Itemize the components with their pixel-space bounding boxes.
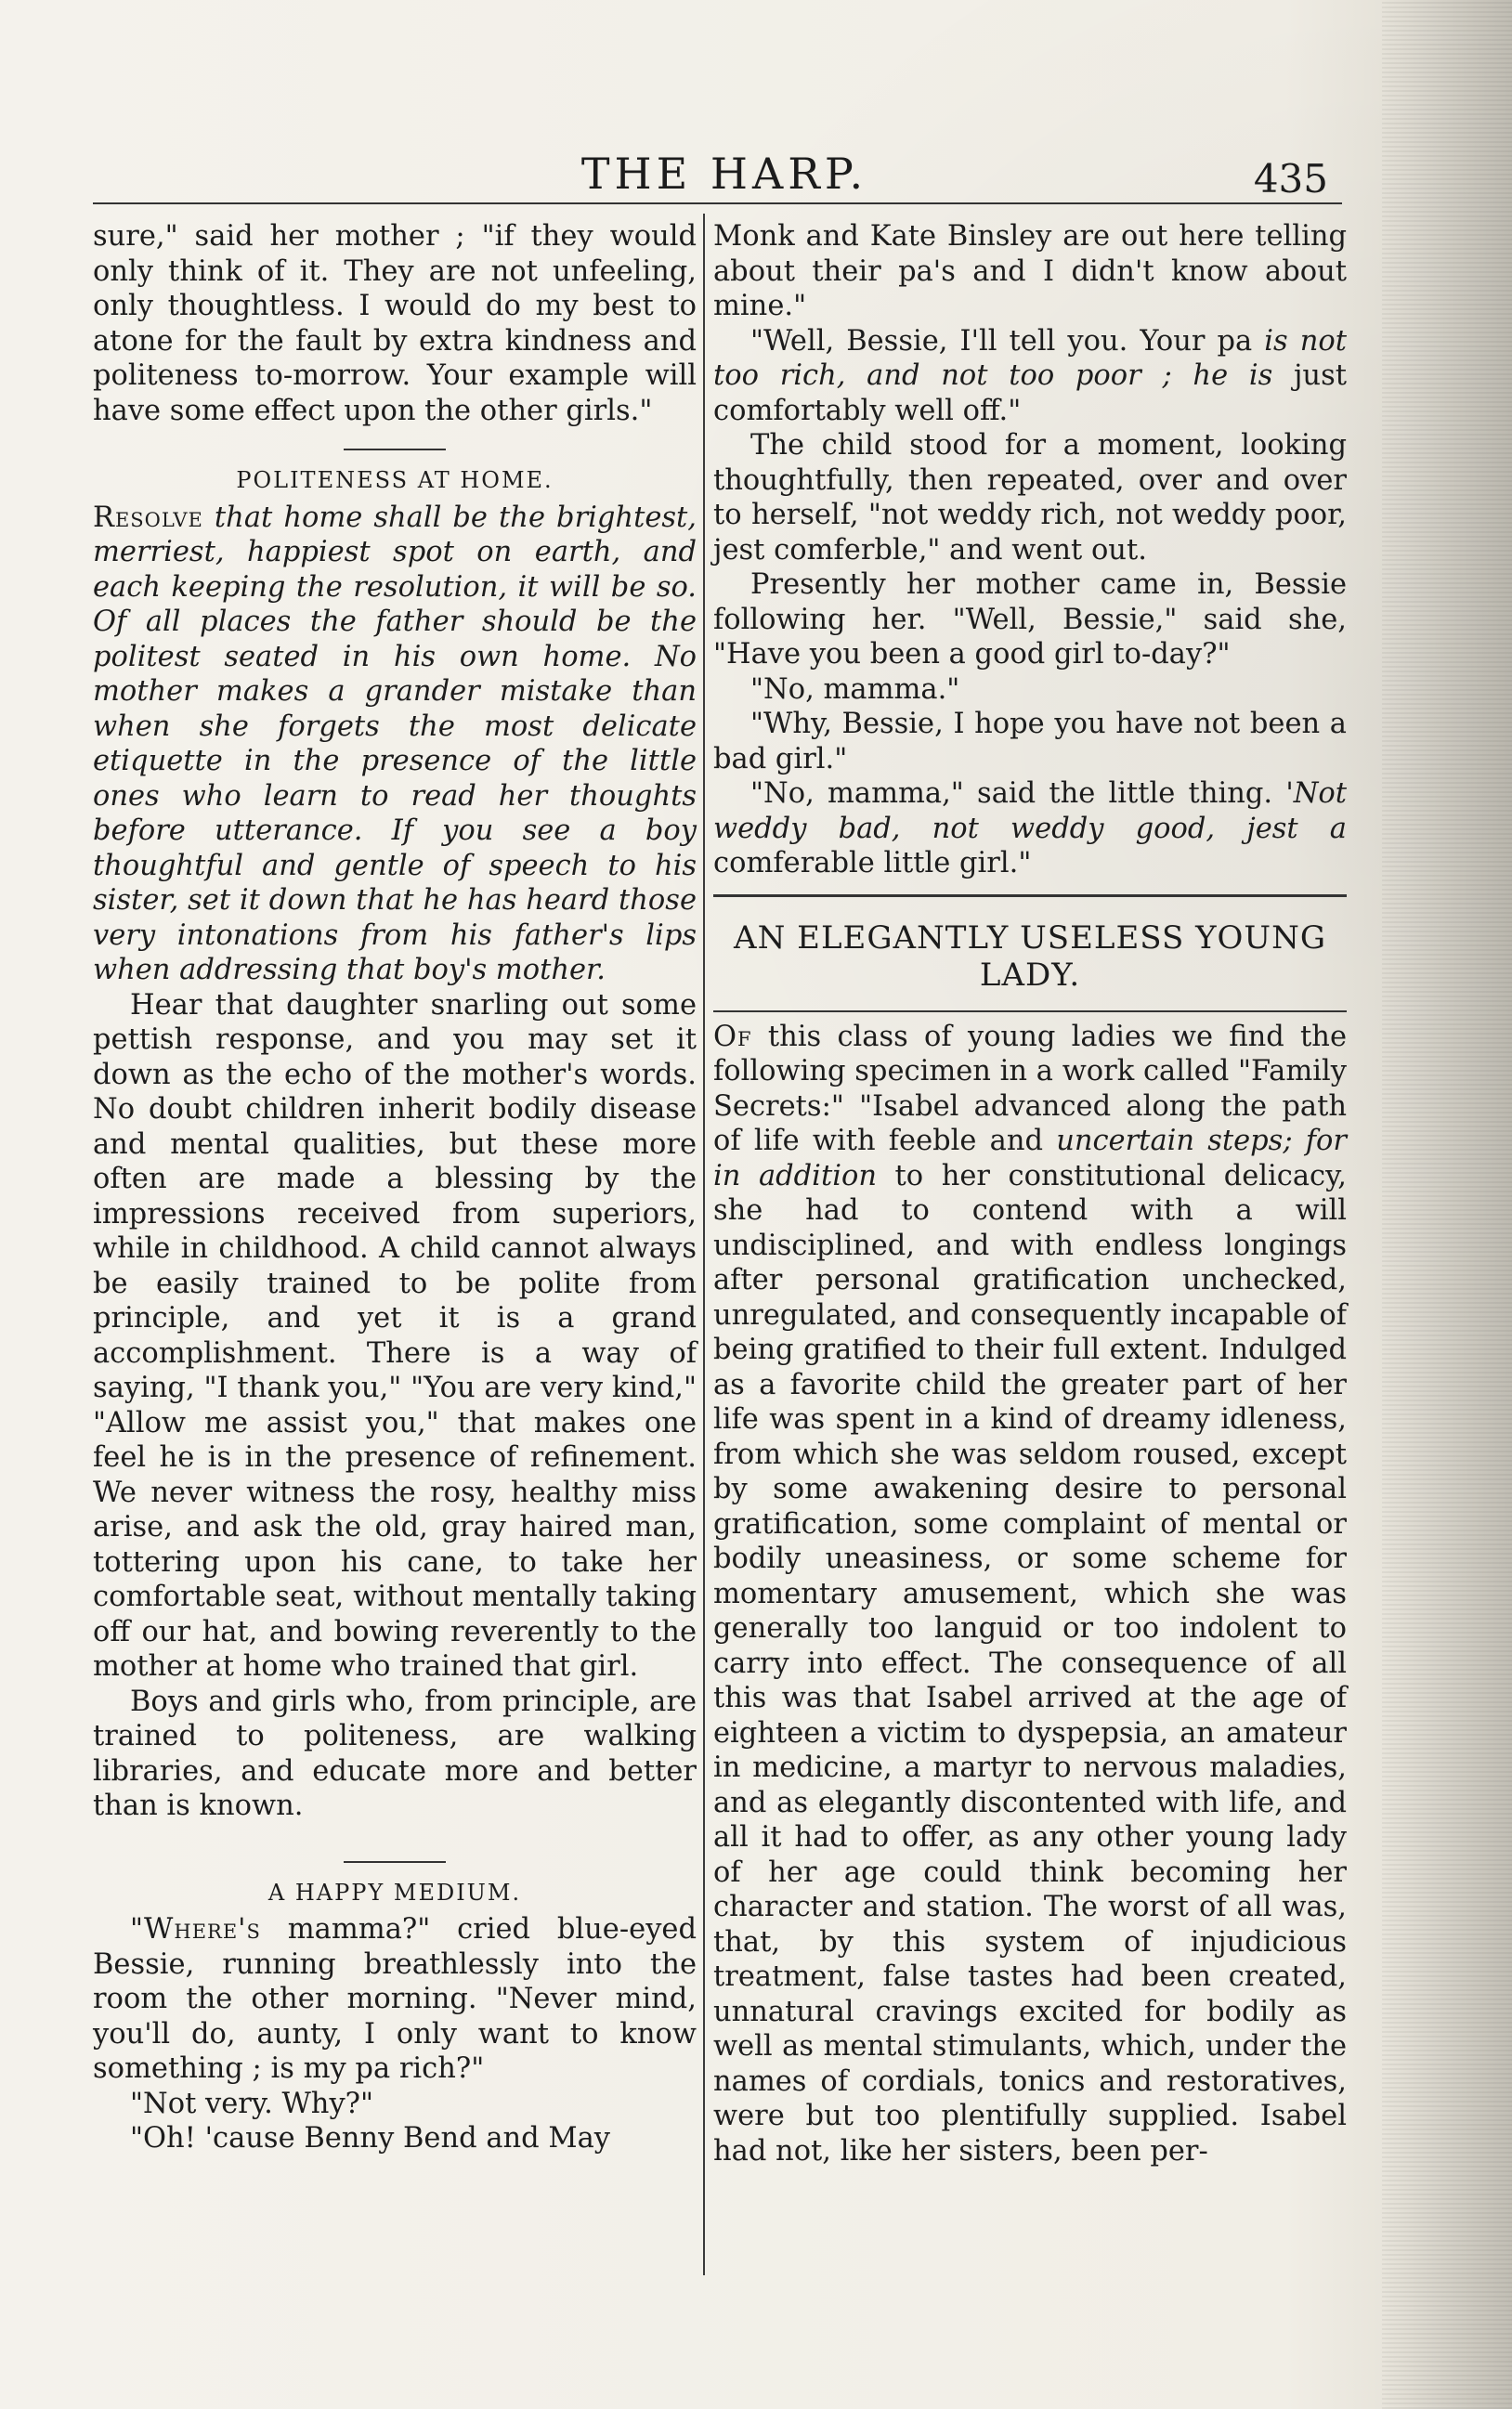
happy-medium-paragraph-4: Monk and Kate Binsley are out here telling about their pa's and I didn't know about mine." [713, 220, 1347, 322]
politeness-paragraph-3: Boys and girls who, from principle, are trained to politeness, are walking libraries, and educate more and better than is known. [93, 1685, 697, 1822]
publication-title: THE HARP. [580, 149, 868, 199]
text-run: just comfortably well off." [713, 359, 1347, 427]
section-separator [344, 1861, 446, 1863]
italic-run: 'Not weddy bad, not weddy good, jest a [713, 777, 1348, 845]
section-separator [344, 449, 446, 450]
happy-medium-paragraph-10 [713, 776, 1347, 881]
text-run: "Well, Bessie, I'll tell you. Your pa [750, 324, 1253, 358]
lead-word: Of [713, 1020, 752, 1053]
italic-run: uncertain steps; for in addition [713, 1125, 1348, 1192]
happy-medium-paragraph-2: "Not very. Why?" [130, 2087, 374, 2120]
happy-medium-paragraph-3: "Oh! 'cause Benny Bend and May [130, 2122, 611, 2155]
section-separator [713, 894, 1347, 897]
section-heading-happy-medium: A HAPPY MEDIUM. [267, 1879, 522, 1906]
text-run: to her constitutional delicacy, she had to contend with a will undisciplined, and with endless longings after personal gratification unchecked, unregulated, and consequently incapable of being gratified to their full extent. Indulged as a favorite child the greater part of her life was spent in a kind of dreamy idleness, from which she was seldom roused, except by some awakening desire to personal gratification, some complaint of mental or bodily uneasiness, or some scheme for momentary amusement, which she was generally too languid or too indolent to carry into effect. The consequence of all this was that Isabel arrived at the age of eighteen a victim to dyspepsia, an amateur in medicine, a martyr to nervous maladies, and as elegantly discontented with life, and all it had to offer, as any other young lady of her age could think becoming her character and station. The worst of all was, that, by this system of injudicious treatment, false tastes had been created, unnatural cravings excited for bodily as well as mental stimulants, which, under the names of cordials, tonics and restoratives, were but too plentifully supplied. Isabel had not, like her sisters, been per- [713, 1159, 1347, 2168]
section-heading-useless-young-lady: AN ELEGANTLY USELESS YOUNG LADY. [734, 918, 1326, 994]
header-rule [93, 202, 1342, 204]
text-run: this class of young ladies we find the following specimen in a work called "Family Secrets:" "Isabel advanced along the path of life with feeble and [713, 1020, 1347, 1157]
happy-medium-paragraph-5 [713, 324, 1347, 429]
text-run: comferable little girl." [713, 847, 1032, 879]
lead-word: "Where's [130, 1913, 261, 1946]
happy-medium-paragraph-1 [93, 1912, 697, 2087]
happy-medium-paragraph-8: "No, mamma." [750, 672, 960, 706]
happy-medium-paragraph-7: Presently her mother came in, Bessie following her. "Well, Bessie," said she, "Have you been a good girl to-day?" [713, 568, 1347, 671]
happy-medium-paragraph-1-text: mamma?" cried blue-eyed Bessie, running breathlessly into the room the other morning. "Never mind, you'll do, aunty, I only want to know something ; is my pa rich?" [93, 1913, 697, 2085]
politeness-paragraph-1-text: that home shall be the brightest, merriest, happiest spot on earth, and each keeping the resolution, it will be so. Of all places the father should be the politest seated in his own home. No mother makes a grander mistake than when she forgets the most delicate etiquette in the presence of the little ones who learn to read her thoughts before utterance. If you see a boy thoughtful and gentle of speech to his sister, set it down that he has heard those very intonations from his father's lips when addressing that boy's mother. [93, 501, 697, 986]
politeness-paragraph-2: Hear that daughter snarling out some pettish response, and you may set it down as the echo of the mother's words. No doubt children inherit bodily disease and mental qualities, but these more often are made a blessing by the impressions received from superiors, while in childhood. A child cannot always be easily trained to be polite from principle, and yet it is a grand accomplishment. There is a way of saying, "I thank you," "You are very kind," "Allow me assist you," that makes one feel he is in the presence of refinement. We never witness the rosy, healthy miss arise, and ask the old, gray haired man, tottering upon his cane, to take her comfortable seat, without mentally taking off our hat, and bowing reverently to the mother at home who trained that girl. [93, 988, 697, 1683]
lead-word: Resolve [93, 501, 203, 534]
heading-rule [713, 1010, 1347, 1012]
politeness-paragraph-1 [93, 501, 697, 988]
section-heading-politeness: POLITENESS AT HOME. [236, 467, 554, 493]
italic-run: is not too rich, and not too poor ; he is [713, 324, 1347, 392]
page-number: 435 [1253, 156, 1328, 202]
intro-paragraph: sure," said her mother ; "if they would only think of it. They are not unfeeling, only thoughtless. I would do my best to atone for the fault by extra kindness and politeness to-morrow. Your example will have some effect upon the other girls." [93, 220, 697, 427]
happy-medium-paragraph-6: The child stood for a moment, looking thoughtfully, then repeated, over and over to herself, "not weddy rich, not weddy poor, jest comferble," and went out. [713, 429, 1347, 566]
useless-young-lady-paragraph [713, 1020, 1347, 2169]
text-run: "No, mamma," said the little thing. [750, 777, 1273, 810]
right-column [713, 219, 1347, 2168]
happy-medium-paragraph-9: "Why, Bessie, I hope you have not been a bad girl." [713, 708, 1347, 775]
left-column [93, 219, 697, 2156]
page-edge-shadow [1382, 0, 1512, 2409]
column-divider [703, 214, 705, 2275]
